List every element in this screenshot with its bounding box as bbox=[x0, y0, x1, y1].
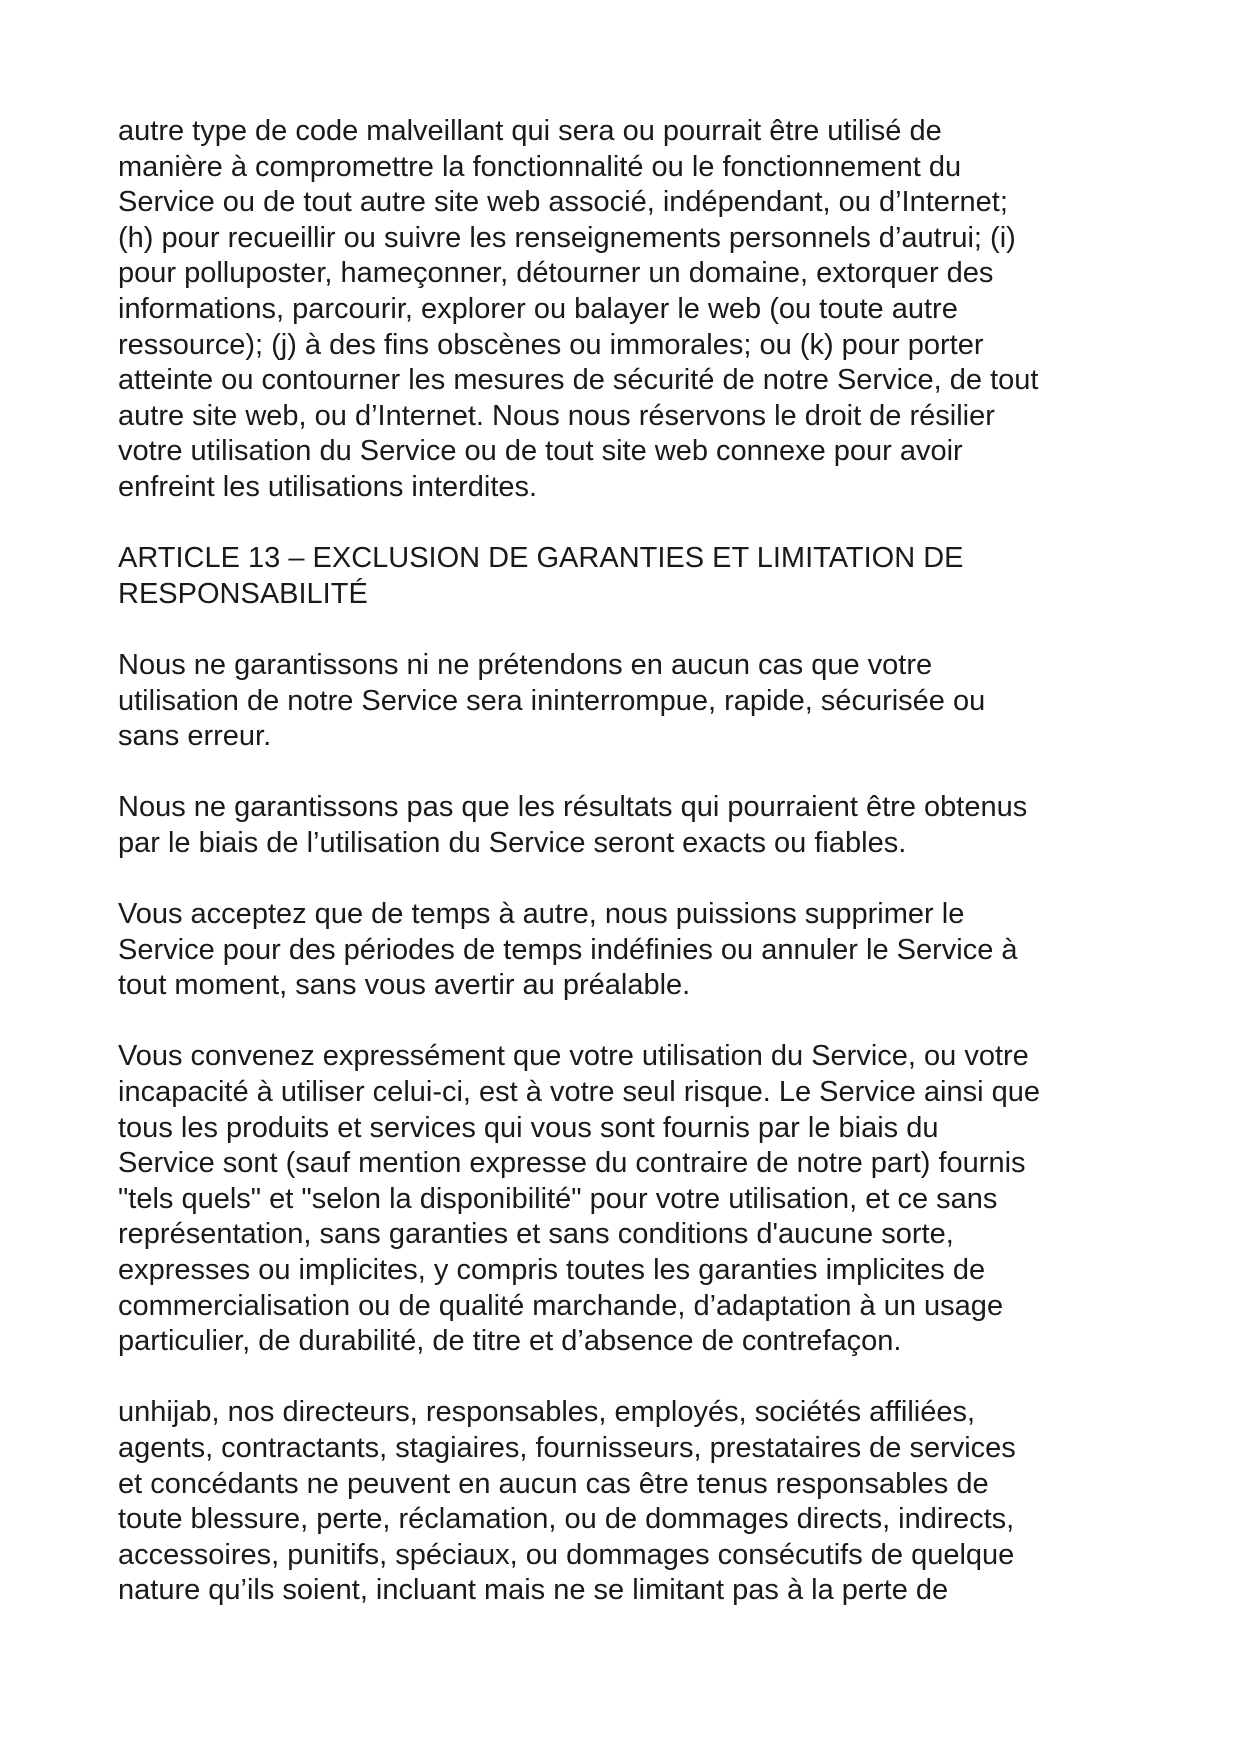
paragraph-service-suspension bbox=[118, 897, 1140, 1004]
text-line: tout moment, sans vous avertir au préalable. bbox=[118, 969, 691, 1002]
text-line: "tels quels" et "selon la disponibilité" pour votre utilisation, et ce sans bbox=[118, 1182, 998, 1215]
text-line: agents, contractants, stagiaires, fournisseurs, prestataires de services bbox=[118, 1431, 1016, 1464]
article-13-heading bbox=[118, 541, 1140, 612]
text-line: enfreint les utilisations interdites. bbox=[118, 470, 538, 503]
text-line: autre site web, ou d’Internet. Nous nous réservons le droit de résilier bbox=[118, 399, 995, 432]
text-line: par le biais de l’utilisation du Service seront exacts ou fiables. bbox=[118, 826, 907, 859]
text-line: commercialisation ou de qualité marchande, d’adaptation à un usage bbox=[118, 1289, 1004, 1322]
text-line: (h) pour recueillir ou suivre les renseignements personnels d’autrui; (i) bbox=[118, 221, 1016, 254]
text-line: accessoires, punitifs, spéciaux, ou dommages consécutifs de quelque bbox=[118, 1538, 1015, 1571]
text-line: atteinte ou contourner les mesures de sécurité de notre Service, de tout bbox=[118, 364, 1039, 397]
text-line: manière à compromettre la fonctionnalité ou le fonctionnement du bbox=[118, 150, 962, 183]
text-line: Vous convenez expressément que votre utilisation du Service, ou votre bbox=[118, 1040, 1029, 1073]
paragraph-no-guarantee-service bbox=[118, 648, 1140, 755]
text-line: Service ou de tout autre site web associé, indépendant, ou d’Internet; bbox=[118, 186, 1008, 219]
text-line: nature qu’ils soient, incluant mais ne se limitant pas à la perte de bbox=[118, 1574, 949, 1607]
text-line: votre utilisation du Service ou de tout site web connexe pour avoir bbox=[118, 435, 963, 468]
paragraph-liability-limitation bbox=[118, 1395, 1140, 1609]
heading-line: ARTICLE 13 – EXCLUSION DE GARANTIES ET LIMITATION DE bbox=[118, 542, 964, 575]
text-line: informations, parcourir, explorer ou balayer le web (ou toute autre bbox=[118, 292, 958, 325]
text-line: incapacité à utiliser celui-ci, est à votre seul risque. Le Service ainsi que bbox=[118, 1076, 1041, 1109]
text-line: Nous ne garantissons ni ne prétendons en aucun cas que votre bbox=[118, 648, 933, 681]
text-line: autre type de code malveillant qui sera ou pourrait être utilisé de bbox=[118, 115, 942, 147]
text-line: utilisation de notre Service sera ininterrompue, rapide, sécurisée ou bbox=[118, 684, 986, 717]
text-line: expresses ou implicites, y compris toutes les garanties implicites de bbox=[118, 1254, 986, 1286]
paragraph-use-at-own-risk bbox=[118, 1039, 1140, 1359]
text-line: tous les produits et services qui vous sont fournis par le biais du bbox=[118, 1111, 939, 1144]
text-line: unhijab, nos directeurs, responsables, employés, sociétés affiliées, bbox=[118, 1396, 976, 1429]
paragraph-no-guarantee-results bbox=[118, 790, 1140, 861]
text-line: pour polluposter, hameçonner, détourner un domaine, extorquer des bbox=[118, 257, 994, 290]
heading-line: RESPONSABILITÉ bbox=[118, 577, 368, 610]
text-line: représentation, sans garanties et sans conditions d'aucune sorte, bbox=[118, 1218, 954, 1251]
text-line: toute blessure, perte, réclamation, ou de dommages directs, indirects, bbox=[118, 1503, 1015, 1536]
text-line: ressource); (j) à des fins obscènes ou immorales; ou (k) pour porter bbox=[118, 328, 984, 361]
text-line: Nous ne garantissons pas que les résultats qui pourraient être obtenus bbox=[118, 791, 1028, 824]
text-line: Service sont (sauf mention expresse du contraire de notre part) fournis bbox=[118, 1147, 1026, 1180]
paragraph-prohibited-uses bbox=[118, 114, 1140, 506]
text-line: Vous acceptez que de temps à autre, nous puissions supprimer le bbox=[118, 898, 965, 931]
document-body bbox=[118, 114, 1140, 1645]
text-line: sans erreur. bbox=[118, 720, 272, 753]
text-line: particulier, de durabilité, de titre et d’absence de contrefaçon. bbox=[118, 1325, 902, 1358]
text-line: et concédants ne peuvent en aucun cas être tenus responsables de bbox=[118, 1467, 989, 1500]
text-line: Service pour des périodes de temps indéfinies ou annuler le Service à bbox=[118, 933, 1018, 966]
